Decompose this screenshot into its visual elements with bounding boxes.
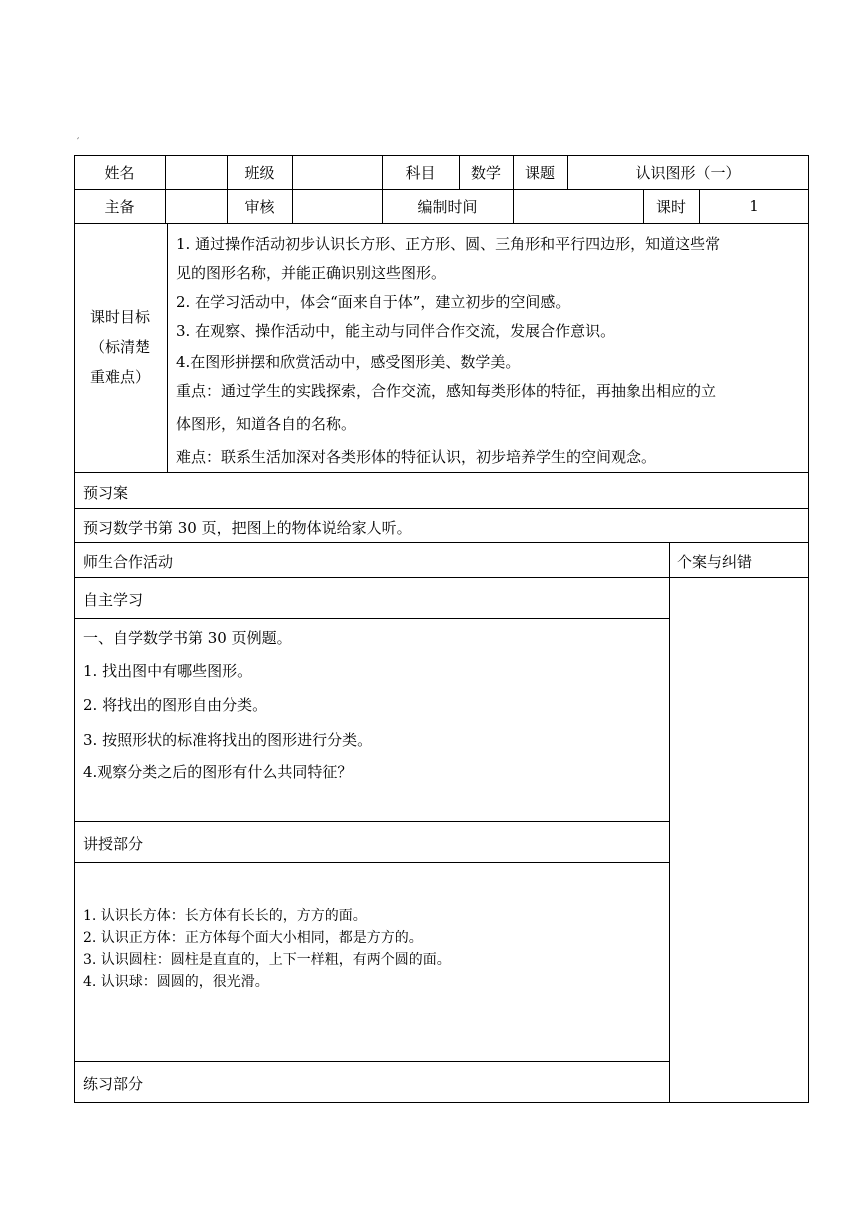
subject-value: 数学 <box>470 163 501 182</box>
self-study-line: 一、自学数学书第 30 页例题。 <box>83 629 292 647</box>
review-value[interactable] <box>292 189 382 223</box>
goal-line: 4.在图形拼摆和欣赏活动中，感受图形美、数学美。 <box>176 353 521 371</box>
teaching-line: 3. 认识圆柱：圆柱是直直的，上下一样粗，有两个圆的面。 <box>83 952 451 968</box>
date-value[interactable] <box>513 189 643 223</box>
class-label: 班级 <box>244 163 275 182</box>
lead-label: 主备 <box>104 197 135 216</box>
name-value[interactable] <box>165 155 227 189</box>
difficulty-line: 难点：联系生活加深对各类形体的特征认识，初步培养学生的空间观念。 <box>176 448 657 466</box>
side-title: 个案与纠错 <box>677 553 753 571</box>
goal-line: 1. 通过操作活动初步认识长方形、正方形、圆、三角形和平行四边形，知道这些常 <box>176 235 721 253</box>
key-point-line: 体图形，知道各自的名称。 <box>176 415 357 433</box>
lead-value[interactable] <box>165 189 227 223</box>
self-study-line: 2. 将找出的图形自由分类。 <box>83 696 268 714</box>
self-study-title: 自主学习 <box>83 591 144 609</box>
teaching-line: 1. 认识长方体：长方体有长长的，方方的面。 <box>83 908 367 924</box>
key-point-line: 重点：通过学生的实践探索，合作交流，感知每类形体的特征，再抽象出相应的立 <box>176 382 717 400</box>
date-label: 编制时间 <box>417 197 478 216</box>
self-study-line: 4.观察分类之后的图形有什么共同特征？ <box>83 763 353 781</box>
topic-value: 认识图形（一） <box>635 163 741 182</box>
review-label: 审核 <box>244 197 275 216</box>
corner-mark: ′ <box>77 137 80 148</box>
teaching-title: 讲授部分 <box>83 835 144 853</box>
practice-title: 练习部分 <box>83 1075 144 1093</box>
goal-line: 2. 在学习活动中，体会“面来自于体”，建立初步的空间感。 <box>176 293 571 311</box>
self-study-line: 1. 找出图中有哪些图形。 <box>83 662 253 680</box>
goals-title: 课时目标 （标清楚 重难点） <box>89 308 150 386</box>
topic-label: 课题 <box>524 163 555 182</box>
teaching-line: 4. 认识球：圆圆的，很光滑。 <box>83 974 269 990</box>
period-label: 课时 <box>655 197 686 216</box>
preview-title: 预习案 <box>83 484 129 502</box>
goal-line: 见的图形名称，并能正确识别这些图形。 <box>176 264 447 282</box>
subject-label: 科目 <box>405 163 436 182</box>
period-value: 1 <box>749 197 759 215</box>
self-study-line: 3. 按照形状的标准将找出的图形进行分类。 <box>83 731 373 749</box>
teaching-line: 2. 认识正方体：正方体每个面大小相同，都是方方的。 <box>83 930 423 946</box>
class-value[interactable] <box>292 155 382 189</box>
preview-content: 预习数学书第 30 页，把图上的物体说给家人听。 <box>83 519 412 537</box>
activity-title: 师生合作活动 <box>83 553 174 571</box>
goal-line: 3. 在观察、操作活动中，能主动与同伴合作交流，发展合作意识。 <box>176 322 616 340</box>
name-label: 姓名 <box>104 163 135 182</box>
